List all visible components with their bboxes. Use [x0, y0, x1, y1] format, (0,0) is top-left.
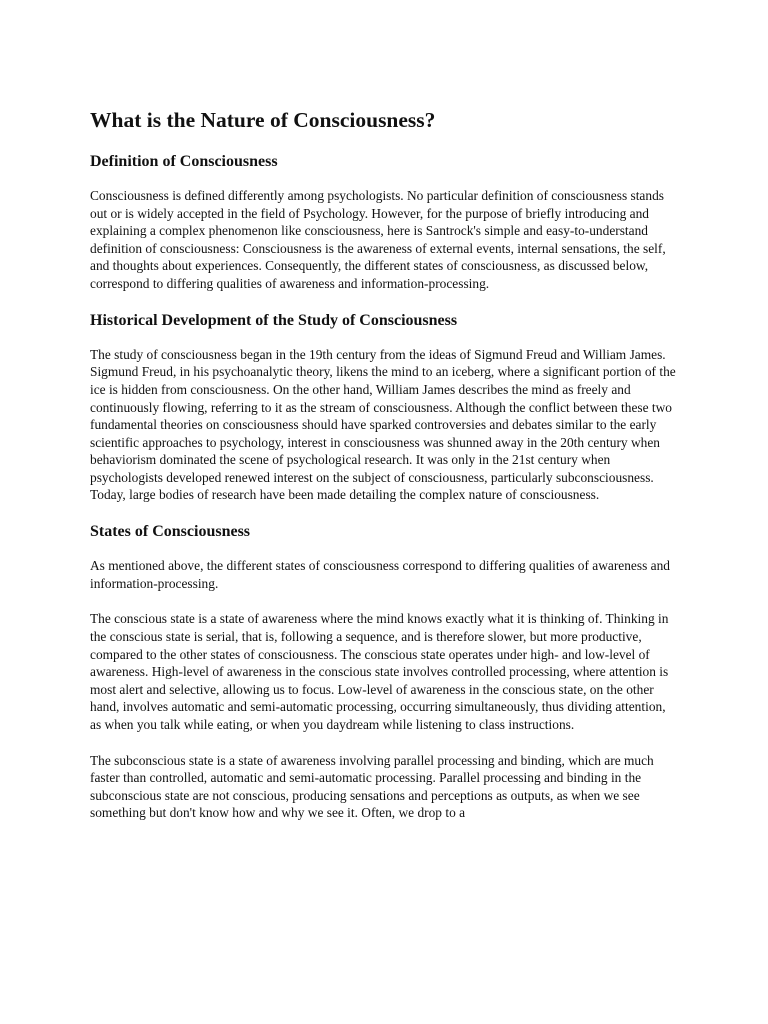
paragraph: The conscious state is a state of awareness where the mind knows exactly what it is thinking of. Thinking in the conscious state is serial, that is, following a sequence, and is therefore slower, but more productive, compared to the other states of consciousness. The conscious state operates under high- and low-level of awareness. High-level of awareness in the conscious state involves controlled processing, where attention is most alert and selective, allowing us to focus. Low-level of awareness in the conscious state, on the other hand, involves automatic and semi-automatic processing, occurring simultaneously, thus dividing attention, as when you talk while eating, or when you daydream while listening to class instructions.: [90, 611, 669, 733]
paragraph: Consciousness is defined differently among psychologists. No particular definition of consciousness stands out or is widely accepted in the field of Psychology. However, for the purpose of briefly introducing and explaining a complex phenomenon like consciousness, here is Santrock's simple and easy-to-understand definition of consciousness: Consciousness is the awareness of external events, internal sensations, the self, and thoughts about experiences. Consequently, the different states of consciousness, as discussed below, correspond to differing qualities of awareness and information-processing.: [90, 187, 666, 291]
section-heading: Historical Development of the Study of Consciousness: [90, 311, 458, 329]
paragraph: As mentioned above, the different states of consciousness correspond to differing qualities of awareness and information-processing.: [90, 558, 670, 591]
section-historical-development: [90, 311, 680, 505]
document-title: What is the Nature of Consciousness?: [90, 108, 436, 132]
paragraph: The study of consciousness began in the 19th century from the ideas of Sigmund Freud and William James. Sigmund Freud, in his psychoanalytic theory, likens the mind to an iceberg, where a significant portion of the ice is hidden from consciousness. On the other hand, William James describes the mind as freely and continuously flowing, referring to it as the stream of consciousness. Although the conflict between these two fundamental theories on consciousness should have sparked controversies and debates similar to the early scientific approaches to psychology, interest in consciousness was shunned away in the 20th century when behaviorism dominated the scene of psychological research. It was only in the 21st century when psychologists developed renewed interest on the subject of consciousness, particularly subconsciousness. Today, large bodies of research have been made detailing the complex nature of consciousness.: [90, 346, 676, 503]
section-heading: Definition of Consciousness: [90, 152, 278, 170]
section-states: [90, 522, 680, 822]
section-heading: States of Consciousness: [90, 523, 251, 541]
paragraph: The subconscious state is a state of awareness involving parallel processing and binding, which are much faster than controlled, automatic and semi-automatic processing. Parallel processing and binding in the subconscious state are not conscious, producing sensations and perceptions as outputs, as when we see something but don't know how and why we see it. Often, we drop to a: [90, 752, 654, 821]
document-page: [90, 108, 680, 840]
section-definition: [90, 152, 680, 293]
